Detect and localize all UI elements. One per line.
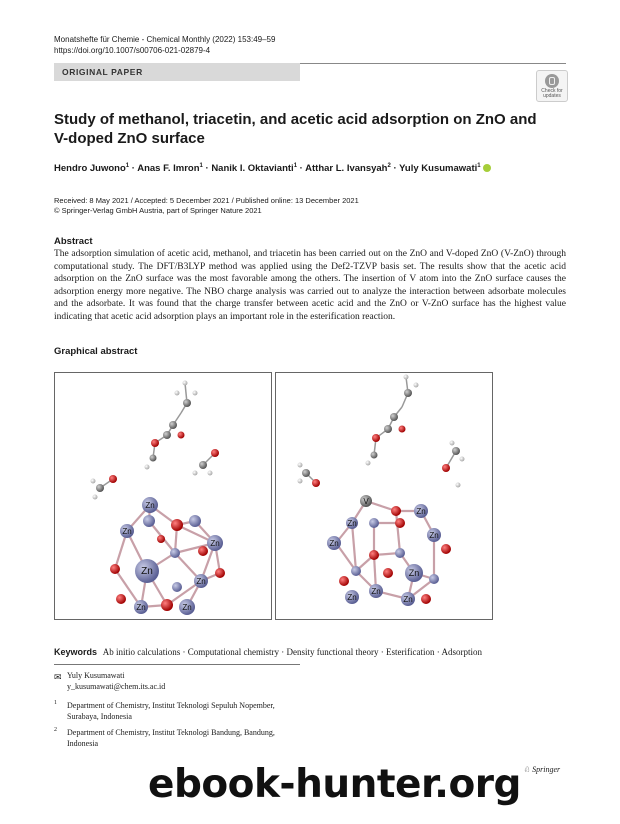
- abstract-text: The adsorption simulation of acetic acid, methanol, and triacetin has been carried out on the ZnO and V-doped ZnO (V-ZnO) through computational study. The DFT/B3LYP method was applied using the Def2-TZVP basis set. The results show that the acetic acid adsorption on the ZnO surface was the most favorable among the others. The insertion of V atom into the ZnO surface causes the adsorption energy more negative. The NBO charge analysis was carried out to analyze the interaction between adsorbate molecules and the adsorbate. It was found that the charge transfer between acetic acid and the ZnO or V-ZnO surface has the highest value indicating that acetic acid adsorption plays an important role in the esterification reaction.: [54, 249, 566, 322]
- keyword[interactable]: Ab initio calculations: [102, 647, 181, 657]
- journal-header: [54, 34, 275, 56]
- abstract-heading: Abstract: [54, 236, 93, 247]
- author-affiliation: 1: [199, 163, 203, 169]
- graphical-abstract-panel-zno: [54, 372, 272, 620]
- zn-label: Zn: [403, 595, 413, 604]
- vzno-structure-image: [276, 373, 492, 619]
- doi-link[interactable]: https://doi.org/10.1007/s00706-021-02879-4: [54, 46, 211, 55]
- affiliation-number: 1: [54, 700, 57, 706]
- zn-label: Zn: [347, 519, 357, 528]
- author-separator: ·: [129, 163, 138, 175]
- zn-label: Zn: [182, 603, 192, 612]
- copyright-notice: © Springer-Verlag GmbH Austria, part of Springer Nature 2021: [54, 206, 262, 215]
- article-type-label: ORIGINAL PAPER: [62, 67, 143, 77]
- keyword[interactable]: Esterification: [386, 647, 435, 657]
- keyword[interactable]: Adsorption: [441, 647, 482, 657]
- zn-label: Zn: [196, 577, 206, 586]
- zn-label: Zn: [347, 593, 357, 602]
- affiliation-number: 2: [54, 727, 57, 733]
- keyword[interactable]: Computational chemistry: [187, 647, 280, 657]
- affiliation-text: Department of Chemistry, Institut Teknologi Sepuluh Nopember, Surabaya, Indonesia: [67, 701, 275, 721]
- author-list: [54, 163, 574, 174]
- graphical-abstract-panel-vzno: [275, 372, 493, 620]
- zn-label: Zn: [329, 539, 339, 548]
- v-label: V: [363, 497, 369, 506]
- journal-citation: Monatshefte für Chemie - Chemical Monthly (2022) 153:49–59: [54, 35, 276, 44]
- zn-label: Zn: [145, 501, 155, 510]
- author-name[interactable]: Atthar L. Ivansyah: [305, 163, 388, 175]
- article-type-banner: [54, 63, 300, 81]
- footnote-rule: [54, 664, 300, 665]
- author-affiliation: 2: [387, 163, 391, 169]
- paper-title: Study of methanol, triacetin, and acetic acid adsorption on ZnO and V-doped ZnO surface: [54, 111, 537, 147]
- header-rule: [300, 63, 566, 64]
- check-for-updates-button[interactable]: [536, 70, 568, 102]
- publisher-logo: ♘ Springer: [523, 765, 561, 774]
- author-name[interactable]: Yuly Kusumawati: [399, 163, 478, 175]
- zn-label: Zn: [408, 568, 420, 578]
- h-atoms: [298, 375, 465, 488]
- author-affiliation: 1: [293, 163, 298, 169]
- author-affiliation: 1: [125, 163, 130, 169]
- zn-label: Zn: [122, 527, 132, 536]
- check-updates-label: Check for updates: [541, 88, 563, 99]
- publisher-name: Springer: [532, 765, 561, 774]
- zn-label: Zn: [416, 507, 426, 516]
- zn-label: Zn: [210, 539, 220, 548]
- author-affiliation: 1: [477, 163, 481, 169]
- keywords: Keywords Ab initio calculations · Computational chemistry · Density functional theory · Esterification · Adsorption: [54, 647, 482, 657]
- affiliation-text: Department of Chemistry, Institut Teknologi Bandung, Bandung, Indonesia: [67, 728, 275, 748]
- author-name[interactable]: Nanik I. Oktavianti: [211, 163, 294, 175]
- orcid-icon[interactable]: [483, 164, 491, 172]
- author-separator: ·: [297, 163, 306, 175]
- history-dates: Received: 8 May 2021 / Accepted: 5 December 2021 / Published online: 13 December 2021: [54, 196, 359, 205]
- zn-label: Zn: [141, 566, 153, 577]
- author-name[interactable]: Hendro Juwono: [54, 163, 126, 175]
- author-separator: ·: [390, 163, 400, 175]
- corresponding-author-name: Yuly Kusumawati: [67, 671, 125, 680]
- zn-label: Zn: [136, 603, 146, 612]
- keyword[interactable]: Density functional theory: [286, 647, 379, 657]
- publication-dates: [54, 196, 359, 216]
- keywords-label: Keywords: [54, 647, 98, 657]
- c-atoms: [302, 389, 460, 477]
- zno-structure-image: [55, 373, 271, 619]
- author-separator: ·: [202, 163, 212, 175]
- zn-label: Zn: [429, 531, 439, 540]
- check-updates-icon: [545, 74, 559, 88]
- zn-label: Zn: [371, 587, 381, 596]
- graphical-abstract-heading: Graphical abstract: [54, 346, 138, 357]
- watermark-text: ebook-hunter.org: [148, 762, 521, 807]
- envelope-icon: ✉: [54, 672, 62, 682]
- author-name[interactable]: Anas F. Imron: [137, 163, 200, 175]
- corresponding-author-email[interactable]: y_kusumawati@chem.its.ac.id: [67, 682, 166, 691]
